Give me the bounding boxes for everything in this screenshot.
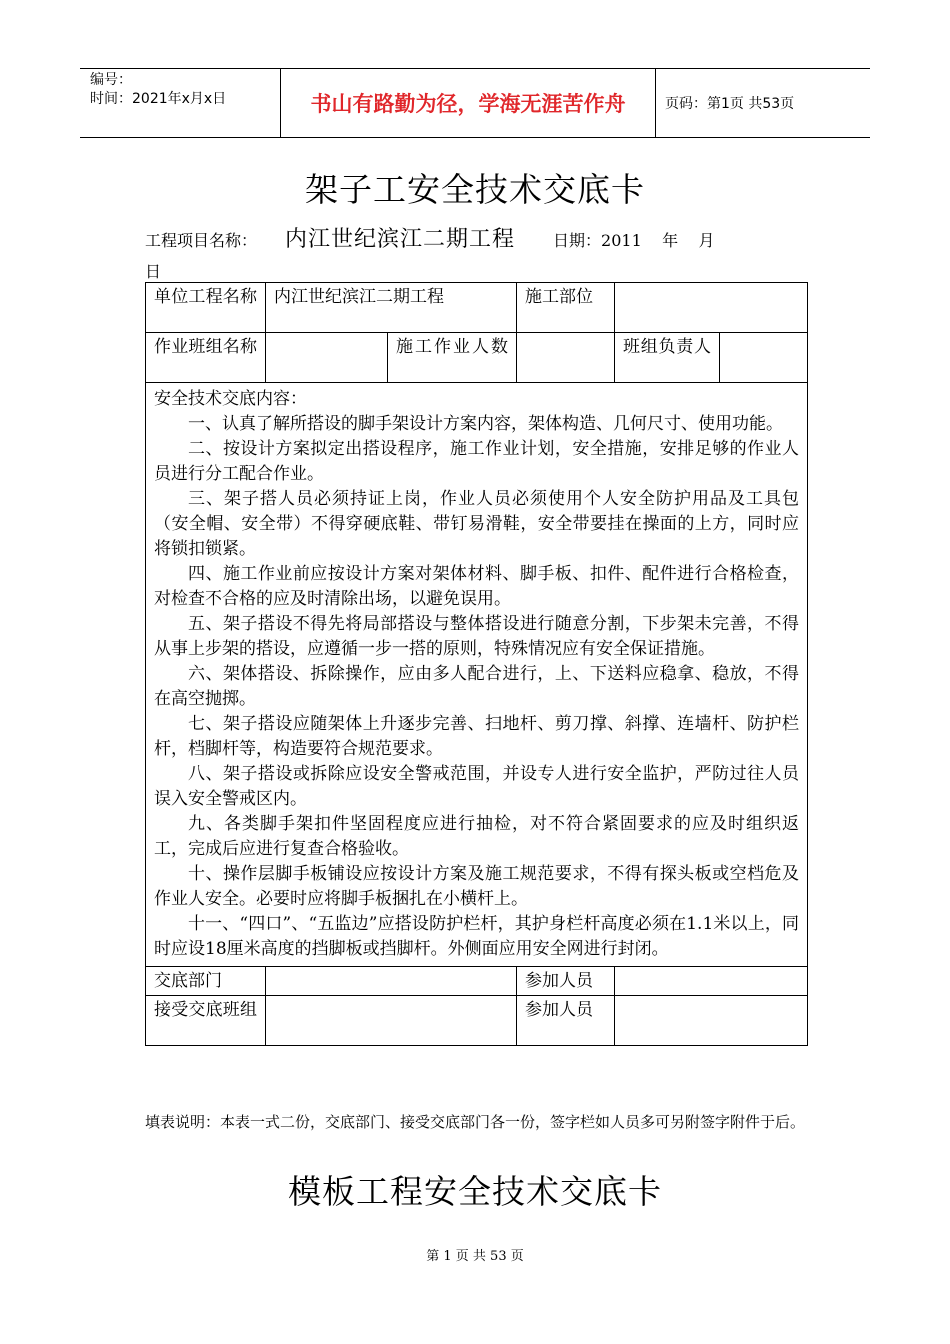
unit-name-value: 内江世纪滨江二期工程 (266, 283, 517, 333)
construction-part-label: 施工部位 (517, 283, 615, 333)
content-cell (146, 383, 808, 967)
table-row (146, 996, 808, 1046)
content-item: 八、架子搭设或拆除应设安全警戒范围，并设专人进行安全监护，严防过往人员误入安全警戒区内。 (154, 764, 799, 809)
worker-count-label: 施工作业人数 (388, 333, 517, 383)
header-meta (80, 69, 290, 139)
page-footer: 第 1 页 共 53 页 (426, 1249, 524, 1264)
time-label: 时间：2021年x月x日 (90, 91, 227, 107)
team-name-label: 作业班组名称 (146, 333, 266, 383)
content-label: 安全技术交底内容： (154, 389, 307, 409)
project-date-label: 日期：2011 年 月 (553, 231, 715, 250)
table-row (146, 283, 808, 333)
worker-count-value (517, 333, 615, 383)
participants-label: 参加人员 (517, 996, 615, 1046)
project-date-day: 日 (145, 262, 162, 281)
table-row (146, 333, 808, 383)
content-item: 六、架体搭设、拆除操作，应由多人配合进行，上、下送料应稳拿、稳放，不得在高空抛掷。 (154, 664, 799, 709)
content-item: 十、操作层脚手板铺设应按设计方案及施工规范要求，不得有探头板或空档危及作业人安全。必要时应将脚手板捆扎在小横杆上。 (154, 864, 799, 909)
construction-part-value (615, 283, 808, 333)
participants-label: 参加人员 (517, 967, 615, 996)
document-title: 架子工安全技术交底卡 (305, 170, 645, 209)
table-row (146, 383, 808, 967)
team-name-value (266, 333, 388, 383)
team-leader-value (720, 333, 808, 383)
team-leader-label: 班组负责人 (615, 333, 720, 383)
project-name: 内江世纪滨江二期工程 (285, 227, 516, 252)
content-item: 七、架子搭设应随架体上升逐步完善、扫地杆、剪刀撑、斜撑、连墙杆、防护栏杆，档脚杆等，构造要符合规范要求。 (154, 714, 799, 759)
content-item: 十一、“四口”、“五监边”应搭设防护栏杆，其护身栏杆高度必须在1.1米以上，同时应设18厘米高度的挡脚板或挡脚杆。外侧面应用安全网进行封闭。 (154, 914, 799, 959)
project-label: 工程项目名称： (145, 231, 258, 250)
receiving-team-value (266, 996, 517, 1046)
header-page-info: 页码：第1页 共53页 (665, 96, 795, 112)
participants-value (615, 996, 808, 1046)
next-section-title: 模板工程安全技术交底卡 (288, 1172, 662, 1211)
content-item: 二、按设计方案拟定出搭设程序，施工作业计划，安全措施，安排足够的作业人员进行分工配合作业。 (154, 439, 799, 484)
dept-value (266, 967, 517, 996)
content-item: 一、认真了解所搭设的脚手架设计方案内容，架体构造、几何尺寸、使用功能。 (188, 414, 783, 434)
serial-label: 编号： (90, 72, 132, 88)
content-item: 五、架子搭设不得先将局部搭设与整体搭设进行随意分割，下步架未完善，不得从事上步架的搭设，应遵循一步一搭的原则，特殊情况应有安全保证措施。 (154, 614, 799, 659)
dept-label: 交底部门 (146, 967, 266, 996)
fill-instructions: 填表说明：本表一式二份，交底部门、接受交底部门各一份，签字栏如人员多可另附签字附件于后。 (145, 1113, 806, 1131)
page-header (80, 68, 870, 138)
table-row (146, 967, 808, 996)
unit-name-label: 单位工程名称 (146, 283, 266, 333)
project-line (145, 222, 714, 253)
disclosure-table (145, 282, 808, 1046)
receiving-team-label: 接受交底班组 (146, 996, 266, 1046)
content-item: 三、架子搭人员必须持证上岗，作业人员必须使用个人安全防护用品及工具包（安全帽、安全带）不得穿硬底鞋、带钉易滑鞋，安全带要挂在操面的上方，同时应将锁扣锁紧。 (154, 489, 799, 559)
content-item: 四、施工作业前应按设计方案对架体材料、脚手板、扣件、配件进行合格检查，对检查不合格的应及时清除出场，以避免误用。 (154, 564, 799, 609)
content-item: 九、各类脚手架扣件坚固程度应进行抽检，对不符合紧固要求的应及时组织返工，完成后应进行复查合格验收。 (154, 814, 799, 859)
header-motto: 书山有路勤为径，学海无涯苦作舟 (280, 69, 656, 137)
participants-value (615, 967, 808, 996)
